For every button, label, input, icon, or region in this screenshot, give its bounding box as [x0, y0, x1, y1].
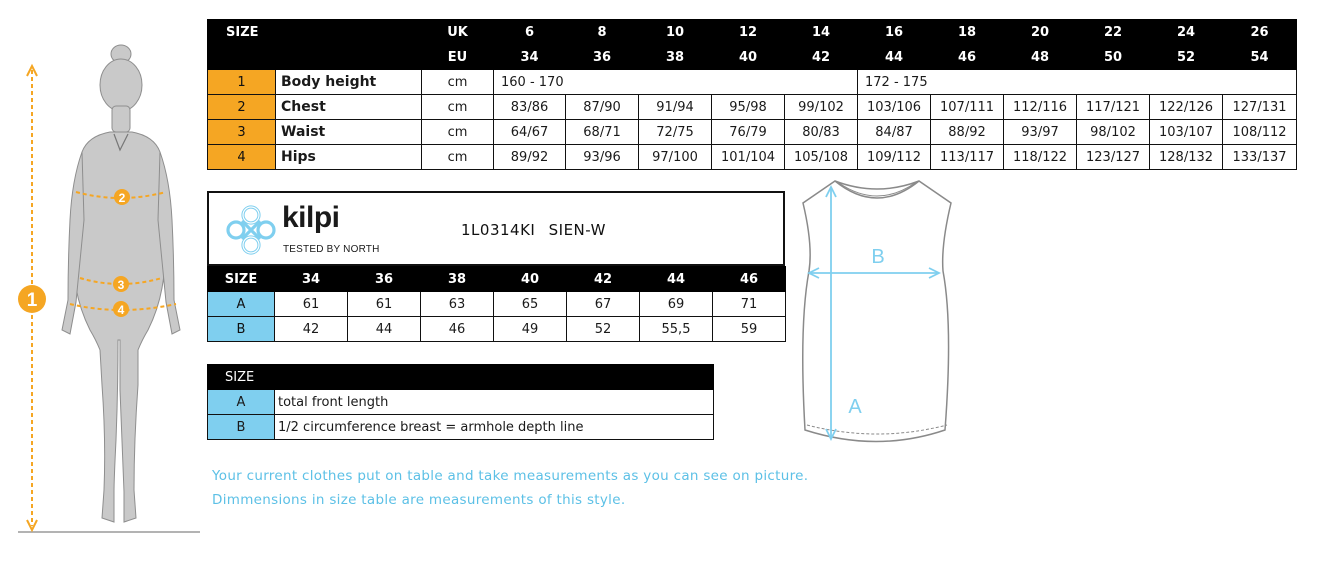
row-label: Waist: [276, 120, 422, 145]
hips-value: 113/117: [931, 145, 1004, 170]
legend-table: [207, 364, 714, 440]
measure-value: 61: [275, 292, 348, 317]
hips-value: 93/96: [566, 145, 639, 170]
chest-value: 103/106: [858, 95, 931, 120]
measure-value: 71: [713, 292, 786, 317]
row-number: 2: [208, 95, 276, 120]
shirt-label-b: B: [871, 246, 885, 268]
size-header: SIZE: [208, 267, 275, 292]
product-code: 1L0314KI: [461, 221, 536, 239]
hips-value: 123/127: [1077, 145, 1150, 170]
uk-size-row: [208, 20, 1297, 45]
uk-size: 24: [1150, 20, 1223, 45]
waist-value: 108/112: [1223, 120, 1297, 145]
chest-value: 91/94: [639, 95, 712, 120]
product-size-row: [208, 267, 786, 292]
measure-value: 42: [275, 317, 348, 342]
chest-value: 112/116: [1004, 95, 1077, 120]
uk-size: 22: [1077, 20, 1150, 45]
marker-4: [113, 301, 129, 317]
waist-value: 80/83: [785, 120, 858, 145]
product-name: SIEN-W: [548, 221, 606, 239]
row-label: Body height: [276, 70, 422, 95]
product-size: 44: [640, 267, 713, 292]
legend-key: B: [208, 415, 275, 440]
product-size: 40: [494, 267, 567, 292]
eu-size: 34: [494, 45, 566, 70]
eu-label: EU: [422, 45, 494, 70]
hips-value: 97/100: [639, 145, 712, 170]
shirt-label-a: A: [848, 396, 862, 418]
measure-row-b: [208, 317, 786, 342]
chest-value: 83/86: [494, 95, 566, 120]
row-unit: cm: [422, 70, 494, 95]
hips-value: 128/132: [1150, 145, 1223, 170]
eu-size-row: [208, 45, 1297, 70]
hips-row: [208, 145, 1297, 170]
eu-size: 50: [1077, 45, 1150, 70]
row-unit: cm: [422, 95, 494, 120]
waist-value: 98/102: [1077, 120, 1150, 145]
hips-value: 109/112: [858, 145, 931, 170]
uk-size: 26: [1223, 20, 1297, 45]
marker-number: 3: [117, 278, 125, 292]
body-height-range: 160 - 170: [494, 70, 858, 95]
chest-value: 107/111: [931, 95, 1004, 120]
measure-value: 67: [567, 292, 640, 317]
measure-value: 65: [494, 292, 567, 317]
row-unit: cm: [422, 145, 494, 170]
waist-value: 84/87: [858, 120, 931, 145]
measure-value: 59: [713, 317, 786, 342]
marker-2: [114, 189, 130, 205]
product-size: 34: [275, 267, 348, 292]
row-number: 3: [208, 120, 276, 145]
chest-value: 127/131: [1223, 95, 1297, 120]
kilpi-knot-logo-icon: [223, 203, 279, 257]
legend-item: [208, 390, 714, 415]
legend-header: SIZE: [208, 365, 714, 390]
marker-number: 1: [26, 290, 38, 311]
product-size: 38: [421, 267, 494, 292]
eu-size: 42: [785, 45, 858, 70]
measure-value: 69: [640, 292, 713, 317]
instruction-note: Your current clothes put on table and take measurements as you can see on picture.: [212, 468, 809, 484]
uk-size: 6: [494, 20, 566, 45]
eu-size: 48: [1004, 45, 1077, 70]
measure-key: A: [208, 292, 275, 317]
size-chart-table: [207, 19, 1297, 170]
legend-item: [208, 415, 714, 440]
row-number: 4: [208, 145, 276, 170]
measure-key: B: [208, 317, 275, 342]
product-title: [461, 221, 606, 239]
row-label: Chest: [276, 95, 422, 120]
measure-value: 44: [348, 317, 421, 342]
hips-value: 118/122: [1004, 145, 1077, 170]
eu-size: 38: [639, 45, 712, 70]
waist-value: 88/92: [931, 120, 1004, 145]
legend-text: total front length: [275, 390, 714, 415]
row-unit: cm: [422, 120, 494, 145]
waist-value: 93/97: [1004, 120, 1077, 145]
eu-size: 54: [1223, 45, 1297, 70]
eu-size: 46: [931, 45, 1004, 70]
waist-value: 68/71: [566, 120, 639, 145]
marker-3: [113, 276, 129, 292]
legend-text: 1/2 circumference breast = armhole depth line: [275, 415, 714, 440]
uk-size: 14: [785, 20, 858, 45]
waist-value: 103/107: [1150, 120, 1223, 145]
uk-size: 8: [566, 20, 639, 45]
product-measure-table: [207, 266, 786, 342]
measure-row-a: [208, 292, 786, 317]
uk-size: 18: [931, 20, 1004, 45]
measure-value: 55,5: [640, 317, 713, 342]
measure-value: 52: [567, 317, 640, 342]
body-height-row: [208, 70, 1297, 95]
eu-size: 36: [566, 45, 639, 70]
row-label: Hips: [276, 145, 422, 170]
hips-value: 105/108: [785, 145, 858, 170]
eu-size: 52: [1150, 45, 1223, 70]
chest-value: 122/126: [1150, 95, 1223, 120]
waist-row: [208, 120, 1297, 145]
eu-size: 40: [712, 45, 785, 70]
uk-size: 10: [639, 20, 712, 45]
marker-number: 4: [117, 303, 125, 317]
uk-label: UK: [422, 20, 494, 45]
brand-name: kilpi: [282, 201, 340, 234]
row-number: 1: [208, 70, 276, 95]
chest-value: 99/102: [785, 95, 858, 120]
chest-value: 95/98: [712, 95, 785, 120]
instruction-note: Dimmensions in size table are measurements of this style.: [212, 492, 626, 508]
hips-value: 133/137: [1223, 145, 1297, 170]
legend-header-row: [208, 365, 714, 390]
product-size: 42: [567, 267, 640, 292]
chest-value: 117/121: [1077, 95, 1150, 120]
waist-value: 72/75: [639, 120, 712, 145]
measure-value: 46: [421, 317, 494, 342]
measure-value: 63: [421, 292, 494, 317]
waist-value: 76/79: [712, 120, 785, 145]
uk-size: 12: [712, 20, 785, 45]
chest-value: 87/90: [566, 95, 639, 120]
hips-value: 89/92: [494, 145, 566, 170]
hips-value: 101/104: [712, 145, 785, 170]
legend-key: A: [208, 390, 275, 415]
marker-1: [18, 285, 46, 313]
marker-number: 2: [118, 191, 126, 205]
size-header: SIZE: [208, 20, 422, 45]
product-header: [207, 191, 785, 266]
waist-value: 64/67: [494, 120, 566, 145]
body-height-range: 172 - 175: [858, 70, 1297, 95]
brand-tagline: TESTED BY NORTH: [283, 244, 380, 255]
shirt-measurement-illustration: [795, 175, 960, 453]
product-size: 46: [713, 267, 786, 292]
body-figure-illustration: [10, 40, 205, 536]
product-size: 36: [348, 267, 421, 292]
uk-size: 16: [858, 20, 931, 45]
eu-size: 44: [858, 45, 931, 70]
measure-value: 61: [348, 292, 421, 317]
chest-row: [208, 95, 1297, 120]
uk-size: 20: [1004, 20, 1077, 45]
measure-value: 49: [494, 317, 567, 342]
